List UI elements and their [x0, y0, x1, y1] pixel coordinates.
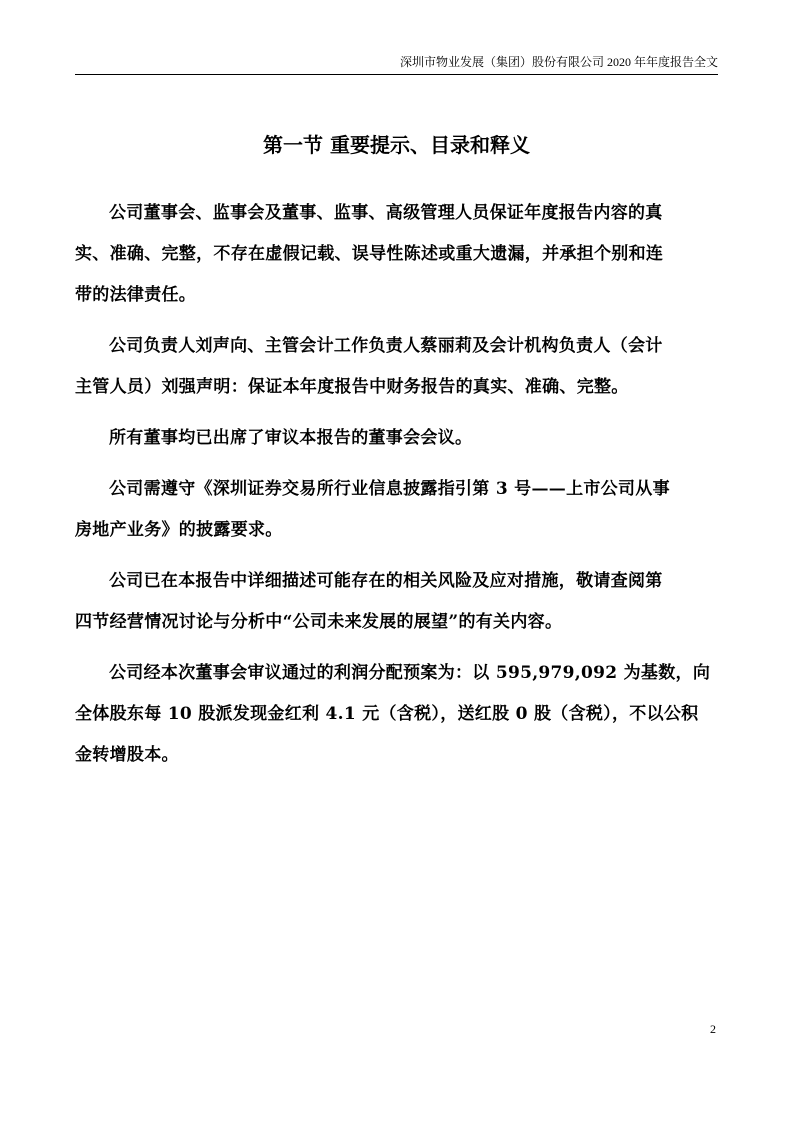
paragraph-risk-notice: 公司已在本报告中详细描述可能存在的相关风险及应对措施，敬请查阅第 四节经营情况讨论与分析中“公司未来发展的展望”的有关内容。 — [75, 571, 663, 632]
paragraph-responsible-persons: 公司负责人刘声向、主管会计工作负责人蔡丽莉及会计机构负责人（会计 主管人员）刘强声明：保证本年度报告中财务报告的真实、准确、完整。 — [75, 336, 663, 397]
paragraph-directors-attendance: 所有董事均已出席了审议本报告的董事会会议。 — [109, 428, 473, 448]
document-body — [75, 193, 718, 786]
paragraph-profit-distribution: 公司经本次董事会审议通过的利润分配预案为：以 595,979,092 为基数，向 全体股东每 10 股派发现金红利 4.1 元（含税），送红股 0 股（含税），不以公积 金转增股本。 — [75, 663, 711, 765]
running-header: 深圳市物业发展（集团）股份有限公司 2020 年年度报告全文 — [75, 52, 718, 75]
page-number: 2 — [710, 1022, 716, 1036]
section-title: 第一节 重要提示、目录和释义 — [263, 133, 530, 157]
paragraph-board-guarantee: 公司董事会、监事会及董事、监事、高级管理人员保证年度报告内容的真 实、准确、完整，不存在虚假记载、误导性陈述或重大遗漏，并承担个别和连 带的法律责任。 — [75, 203, 664, 305]
paragraph-disclosure-guideline: 公司需遵守《深圳证券交易所行业信息披露指引第 3 号——上市公司从事 房地产业务》的披露要求。 — [75, 479, 670, 540]
